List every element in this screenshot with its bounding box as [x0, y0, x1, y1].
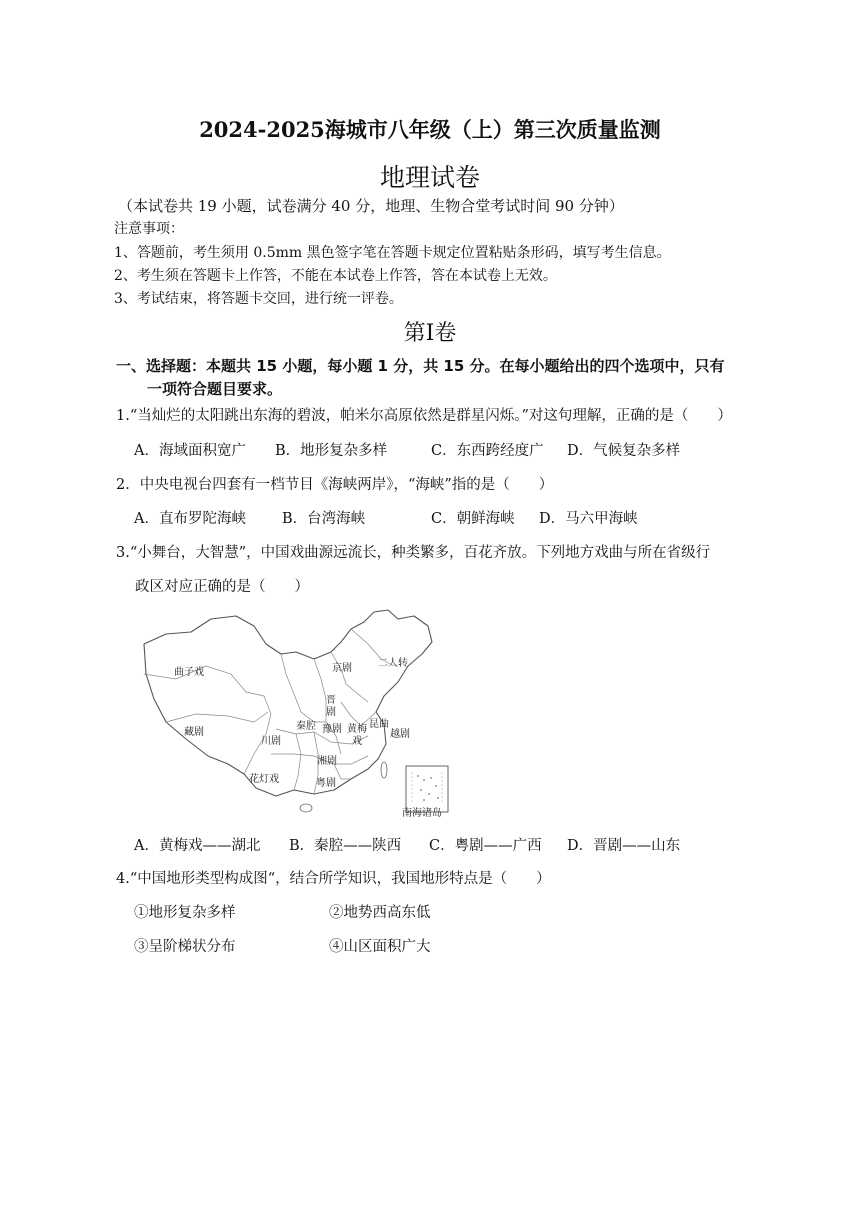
exam-title: 2024-2025海城市八年级（上）第三次质量监测 — [199, 117, 661, 142]
china-opera-map — [136, 604, 454, 818]
question-1-option-c[interactable]: C．东西跨经度广 — [431, 443, 544, 459]
map-label-zang: 藏剧 — [184, 727, 204, 738]
map-label-kunqu: 昆曲 — [369, 719, 389, 730]
question-3-stem-cont: 政区对应正确的是（ ） — [135, 579, 309, 595]
question-2-option-b[interactable]: B．台湾海峡 — [282, 511, 366, 527]
question-1-option-a[interactable]: A．海域面积宽广 — [134, 443, 246, 459]
question-3-option-c[interactable]: C．粤剧——广西 — [429, 838, 542, 854]
question-2-stem: 2．中央电视台四套有一档节目《海峡两岸》，“海峡”指的是（ ） — [116, 477, 554, 493]
question-3-stem: 3.“小舞台，大智慧”，中国戏曲源远流长，种类繁多，百花齐放。下列地方戏曲与所在省级行 — [116, 545, 711, 561]
map-label-huangmei: 黄梅 — [347, 724, 367, 735]
map-label-xiang: 湘剧 — [317, 756, 337, 767]
question-4-options-row-1 — [134, 901, 431, 922]
map-label-qinqiang: 秦腔 — [296, 721, 316, 732]
section-instruction-cont: 一项符合题目要求。 — [147, 380, 283, 398]
note-item-1: 1、答题前，考生须用 0.5mm 黑色签字笔在答题卡规定位置粘贴条形码，填写考生信息。 — [114, 245, 671, 261]
question-2-option-d[interactable]: D．马六甲海峡 — [539, 511, 638, 527]
map-label-nanhai: 南海诸岛 — [402, 808, 442, 819]
question-2-option-c[interactable]: C．朝鲜海峡 — [431, 511, 515, 527]
map-label-yue-canton: 粤剧 — [316, 778, 336, 789]
map-label-errenzhuan: 二人转 — [378, 658, 408, 669]
section-title: 第Ⅰ卷 — [403, 321, 457, 346]
question-3-option-d[interactable]: D．晋剧——山东 — [567, 838, 681, 854]
question-4-option-2[interactable]: ②地势西高东低 — [329, 905, 431, 921]
exam-info: （本试卷共 19 小题，试卷满分 40 分，地理、生物合堂考试时间 90 分钟） — [118, 197, 624, 215]
question-1-stem: 1.“当灿烂的太阳跳出东海的碧波，帕米尔高原依然是群星闪烁。”对这句理解，正确的是（ ） — [116, 408, 732, 424]
exam-subject: 地理试卷 — [379, 163, 480, 192]
map-label-xi: 戏 — [352, 736, 362, 747]
question-4-options-row-2 — [134, 935, 431, 956]
map-label-quzi: 曲子戏 — [174, 667, 204, 678]
question-4-stem: 4.“中国地形类型构成图“，结合所学知识，我国地形特点是（ ） — [116, 871, 551, 887]
question-1-options — [134, 439, 680, 460]
question-3-options — [134, 834, 680, 855]
question-2-option-a[interactable]: A．直布罗陀海峡 — [134, 511, 246, 527]
notes-heading: 注意事项： — [114, 221, 184, 237]
question-1-option-d[interactable]: D．气候复杂多样 — [567, 443, 681, 459]
map-label-jin: 晋 — [326, 695, 336, 706]
question-4-option-1[interactable]: ①地形复杂多样 — [134, 905, 236, 921]
note-item-3: 3、考试结束，将答题卡交回，进行统一评卷。 — [114, 291, 403, 307]
question-2-options — [134, 507, 638, 528]
question-4-option-3[interactable]: ③呈阶梯状分布 — [134, 939, 236, 955]
question-3-option-b[interactable]: B．秦腔——陕西 — [289, 838, 402, 854]
map-label-huadeng: 花灯戏 — [249, 774, 279, 785]
map-label-jing: 京剧 — [332, 663, 352, 674]
section-instruction: 一、选择题：本题共 15 小题，每小题 1 分，共 15 分。在每小题给出的四个选项中，只有 — [116, 357, 725, 375]
question-1-option-b[interactable]: B．地形复杂多样 — [275, 443, 388, 459]
map-label-yue-opera: 越剧 — [390, 729, 410, 740]
question-4-option-4[interactable]: ④山区面积广大 — [329, 939, 431, 955]
map-label-yu: 豫剧 — [322, 724, 342, 735]
note-item-2: 2、考生须在答题卡上作答，不能在本试卷上作答，答在本试卷上无效。 — [114, 268, 557, 284]
map-label-ju: 剧 — [326, 707, 336, 718]
map-label-chuan: 川剧 — [261, 736, 281, 747]
question-3-option-a[interactable]: A．黄梅戏——湖北 — [134, 838, 261, 854]
china-map-outline — [136, 604, 454, 818]
